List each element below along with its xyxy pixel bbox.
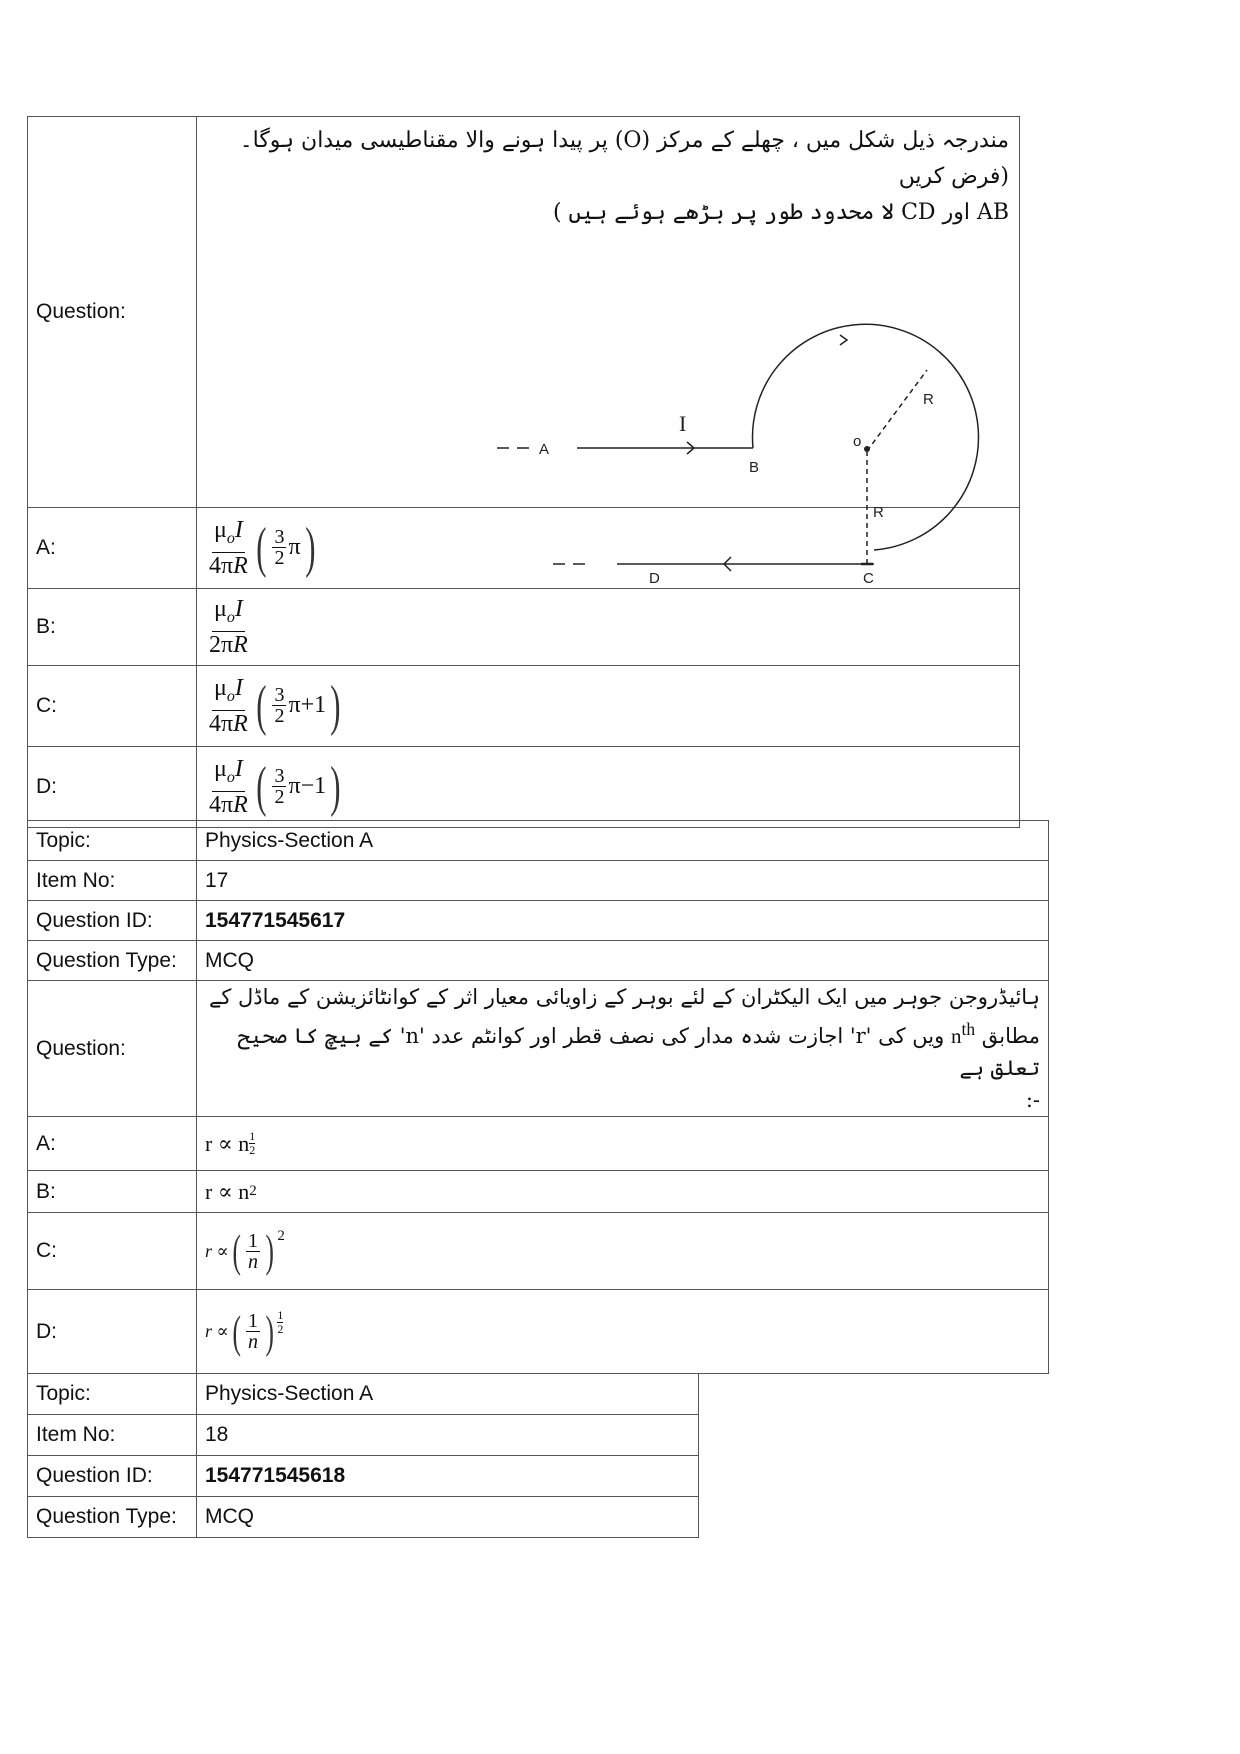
nth-th: th xyxy=(961,1019,976,1039)
nth-n: n xyxy=(950,1024,962,1048)
question-id-value: 154771545618 xyxy=(197,1456,699,1497)
option-b-label: B: xyxy=(28,589,197,666)
question-text xyxy=(197,117,1019,237)
item-no-value: 17 xyxy=(197,861,1049,901)
question-type-value: MCQ xyxy=(197,1497,699,1538)
option-a-formula: r ∝ n 1 2 xyxy=(197,1117,1049,1171)
question-18-table xyxy=(27,1373,699,1538)
question-text-post: ویں کی 'r' اجازت شدہ مدار کی نصف قطر اور کوانٹم عدد 'n' کے بیچ کا صحیح تعلق ہے xyxy=(237,1024,1040,1080)
option-c-label: C: xyxy=(28,666,197,747)
question-label: Question: xyxy=(28,117,197,508)
question-id-label: Question ID: xyxy=(28,901,197,941)
question-label: Question: xyxy=(28,981,197,1117)
topic-label: Topic: xyxy=(28,821,197,861)
option-a-formula: $\frac{\mu_oI}{4\pi R}$ ( $\frac{3}{2}$ π ) xyxy=(197,508,1020,589)
option-b-formula: $\frac{\mu_oI}{2\pi R}$ xyxy=(197,589,1020,666)
question-text xyxy=(197,981,1049,1117)
question-text-line1: مندرجہ ذیل شکل میں ، چھلے کے مرکز (O) پر پیدا ہونے والا مقناطیسی میدان ہوگا۔ (فرض کریں xyxy=(239,128,1009,189)
question-text-line1: ہائیڈروجن جوہر میں ایک الیکٹران کے لئے بوہر کے زاویائی معیار اثر کے کوانٹائزیشن کے ماڈل کے xyxy=(209,985,1040,1009)
item-no-label: Item No: xyxy=(28,861,197,901)
option-c-formula: $\frac{\mu_oI}{4\pi R}$ ( $\frac{3}{2}$ π+1 ) xyxy=(197,666,1020,747)
option-c-label: C: xyxy=(28,1213,197,1290)
radius-or xyxy=(867,370,927,451)
item-no-label: Item No: xyxy=(28,1415,197,1456)
question-type-value: MCQ xyxy=(197,941,1049,981)
question-16-table xyxy=(27,116,1020,828)
arrow-arc xyxy=(840,335,847,345)
label-b: B xyxy=(749,459,760,476)
option-c-formula: r ∝ ( $\frac{1}{n}$ ) $^2$ xyxy=(197,1213,1049,1290)
label-current: I xyxy=(679,411,687,436)
label-o: o xyxy=(853,433,862,450)
label-a: A xyxy=(539,441,550,458)
option-d-label: D: xyxy=(28,1290,197,1374)
option-b-label: B: xyxy=(28,1171,197,1213)
option-d-formula: r ∝ ( $\frac{1}{n}$ ) 1 2 xyxy=(197,1290,1049,1374)
question-17-table xyxy=(27,820,1049,1374)
question-text-line2: AB اور CD لا محدود طور پر بڑھے ہوئے ہیں ) xyxy=(552,200,1009,225)
center-point xyxy=(864,446,870,452)
label-c: C xyxy=(863,570,874,587)
option-a-label: A: xyxy=(28,1117,197,1171)
label-d: D xyxy=(649,570,660,587)
question-text-pre: مطابق xyxy=(975,1024,1040,1048)
topic-label: Topic: xyxy=(28,1374,197,1415)
question-id-label: Question ID: xyxy=(28,1456,197,1497)
question-text-line3: -: xyxy=(1025,1088,1040,1112)
topic-value: Physics-Section A xyxy=(197,1374,699,1415)
label-r-lower: R xyxy=(873,504,884,521)
label-r-upper: R xyxy=(923,391,934,408)
question-id-value: 154771545617 xyxy=(197,901,1049,941)
option-b-formula: r ∝ n 2 xyxy=(197,1171,1049,1213)
topic-value: Physics-Section A xyxy=(197,821,1049,861)
item-no-value: 18 xyxy=(197,1415,699,1456)
question-type-label: Question Type: xyxy=(28,1497,197,1538)
option-a-label: A: xyxy=(28,508,197,589)
question-text-line2 xyxy=(205,1013,1040,1084)
option-d-label: D: xyxy=(28,747,197,828)
question-text-nth xyxy=(950,1019,976,1048)
option-d-formula: $\frac{\mu_oI}{4\pi R}$ ( $\frac{3}{2}$ π−1 ) xyxy=(197,747,1020,828)
question-type-label: Question Type: xyxy=(28,941,197,981)
